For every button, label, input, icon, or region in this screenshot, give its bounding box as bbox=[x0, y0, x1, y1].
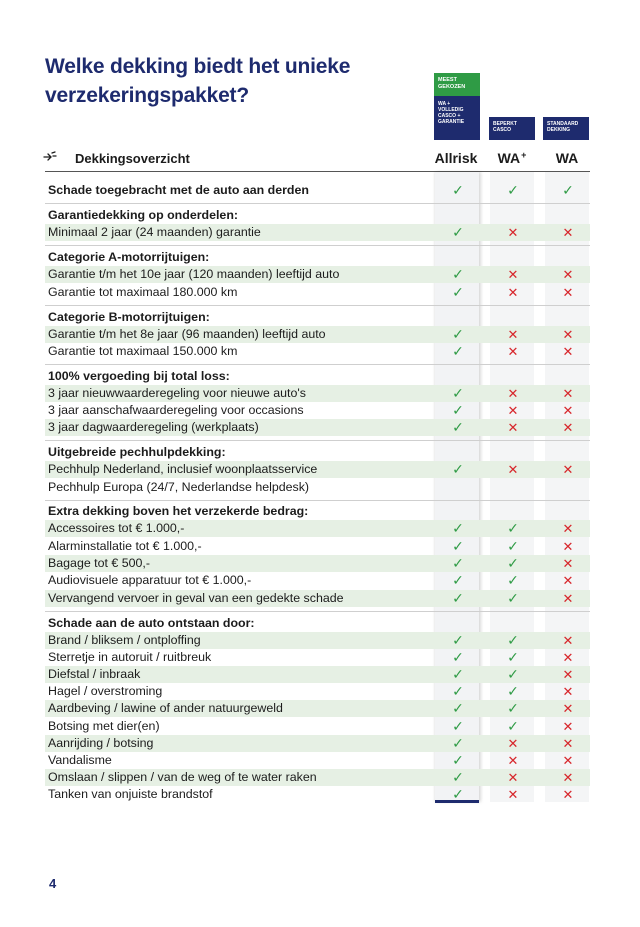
coverage-row bbox=[45, 735, 590, 752]
coverage-row bbox=[45, 632, 590, 649]
coverage-row bbox=[45, 419, 590, 436]
check-icon: ✓ bbox=[452, 520, 464, 536]
check-icon: ✓ bbox=[452, 555, 464, 571]
row-label: Bagage tot € 500,- bbox=[48, 556, 150, 570]
row-label: Omslaan / slippen / van de weg of te water raken bbox=[48, 770, 317, 784]
cross-icon: ✕ bbox=[507, 462, 519, 477]
cross-icon: ✕ bbox=[507, 770, 519, 785]
coverage-row bbox=[45, 461, 590, 478]
most-chosen-badge: MEEST GEKOZEN bbox=[434, 73, 480, 96]
cross-icon: ✕ bbox=[507, 753, 519, 768]
cross-icon: ✕ bbox=[562, 462, 574, 477]
cross-icon: ✕ bbox=[562, 787, 574, 802]
cross-icon: ✕ bbox=[562, 667, 574, 682]
cross-icon: ✕ bbox=[507, 225, 519, 240]
cross-icon: ✕ bbox=[562, 285, 574, 300]
section-row bbox=[45, 309, 590, 326]
page-title bbox=[45, 52, 385, 110]
cross-icon: ✕ bbox=[562, 753, 574, 768]
row-label: Garantie tot maximaal 150.000 km bbox=[48, 344, 238, 358]
coverage-row bbox=[45, 266, 590, 283]
row-label: Pechhulp Europa (24/7, Nederlandse helpdesk) bbox=[48, 480, 310, 494]
row-label: Uitgebreide pechhulpdekking: bbox=[48, 445, 226, 459]
overview-pointer-icon bbox=[43, 151, 57, 163]
cross-icon: ✕ bbox=[562, 719, 574, 734]
check-icon: ✓ bbox=[452, 419, 464, 435]
check-icon: ✓ bbox=[452, 402, 464, 418]
coverage-row bbox=[45, 326, 590, 343]
check-icon: ✓ bbox=[452, 343, 464, 359]
coverage-row bbox=[45, 666, 590, 683]
cross-icon: ✕ bbox=[507, 420, 519, 435]
row-label: Vervangend vervoer in geval van een gedekte schade bbox=[48, 591, 344, 605]
cross-icon: ✕ bbox=[562, 770, 574, 785]
check-icon: ✓ bbox=[452, 224, 464, 240]
row-label: 3 jaar aanschafwaarderegeling voor occasions bbox=[48, 403, 304, 417]
row-label: Garantie t/m het 8e jaar (96 maanden) leeftijd auto bbox=[48, 327, 326, 341]
check-icon: ✓ bbox=[452, 590, 464, 606]
cross-icon: ✕ bbox=[507, 787, 519, 802]
section-divider bbox=[45, 500, 590, 501]
coverage-row bbox=[45, 572, 590, 589]
section-divider bbox=[45, 245, 590, 246]
check-icon: ✓ bbox=[452, 572, 464, 588]
cross-icon: ✕ bbox=[562, 521, 574, 536]
cross-icon: ✕ bbox=[562, 420, 574, 435]
check-icon: ✓ bbox=[507, 182, 519, 198]
check-icon: ✓ bbox=[452, 538, 464, 554]
row-label: Tanken van onjuiste brandstof bbox=[48, 787, 213, 801]
row-label: 3 jaar nieuwwaarderegeling voor nieuwe auto's bbox=[48, 386, 306, 400]
section-row bbox=[45, 368, 590, 385]
check-icon: ✓ bbox=[507, 700, 519, 716]
row-label: Garantie t/m het 10e jaar (120 maanden) leeftijd auto bbox=[48, 267, 340, 281]
row-label: Extra dekking boven het verzekerde bedrag: bbox=[48, 504, 309, 518]
section-divider bbox=[45, 305, 590, 306]
cross-icon: ✕ bbox=[562, 701, 574, 716]
check-icon: ✓ bbox=[452, 461, 464, 477]
check-icon: ✓ bbox=[452, 735, 464, 751]
cross-icon: ✕ bbox=[507, 285, 519, 300]
check-icon: ✓ bbox=[452, 649, 464, 665]
cross-icon: ✕ bbox=[507, 327, 519, 342]
check-icon: ✓ bbox=[452, 326, 464, 342]
check-icon: ✓ bbox=[507, 718, 519, 734]
row-label: Hagel / overstroming bbox=[48, 684, 163, 698]
cross-icon: ✕ bbox=[562, 327, 574, 342]
cross-icon: ✕ bbox=[562, 403, 574, 418]
cross-icon: ✕ bbox=[562, 386, 574, 401]
row-label: Aardbeving / lawine of ander natuurgeweld bbox=[48, 701, 283, 715]
coverage-row bbox=[45, 538, 590, 555]
row-label: Schade toegebracht met de auto aan derden bbox=[48, 183, 309, 197]
row-label: Minimaal 2 jaar (24 maanden) garantie bbox=[48, 225, 261, 239]
coverage-row bbox=[45, 786, 590, 803]
check-icon: ✓ bbox=[452, 718, 464, 734]
coverage-row bbox=[45, 752, 590, 769]
cross-icon: ✕ bbox=[562, 225, 574, 240]
coverage-row bbox=[45, 385, 590, 402]
row-label: 100% vergoeding bij total loss: bbox=[48, 369, 230, 383]
column-header-wa-plus: WA+ bbox=[497, 150, 527, 166]
cross-icon: ✕ bbox=[562, 736, 574, 751]
cross-icon: ✕ bbox=[562, 573, 574, 588]
allrisk-coverage-badge: WA + VOLLEDIG CASCO + GARANTIE bbox=[434, 96, 480, 140]
check-icon: ✓ bbox=[452, 786, 464, 802]
coverage-row bbox=[45, 769, 590, 786]
cross-icon: ✕ bbox=[507, 403, 519, 418]
cross-icon: ✕ bbox=[562, 267, 574, 282]
row-label: Aanrijding / botsing bbox=[48, 736, 154, 750]
check-icon: ✓ bbox=[507, 555, 519, 571]
row-label: Alarminstallatie tot € 1.000,- bbox=[48, 539, 202, 553]
coverage-row bbox=[45, 590, 590, 607]
cross-icon: ✕ bbox=[562, 344, 574, 359]
check-icon: ✓ bbox=[452, 666, 464, 682]
coverage-row bbox=[45, 343, 590, 360]
section-row bbox=[45, 444, 590, 461]
check-icon: ✓ bbox=[507, 520, 519, 536]
section-row bbox=[45, 249, 590, 266]
check-icon: ✓ bbox=[452, 700, 464, 716]
coverage-row bbox=[45, 402, 590, 419]
cross-icon: ✕ bbox=[562, 539, 574, 554]
coverage-row bbox=[45, 649, 590, 666]
coverage-row bbox=[45, 683, 590, 700]
column-header-allrisk: Allrisk bbox=[434, 150, 478, 166]
row-label: Garantiedekking op onderdelen: bbox=[48, 208, 239, 222]
coverage-row bbox=[45, 520, 590, 537]
row-label: Categorie B-motorrijtuigen: bbox=[48, 310, 210, 324]
check-icon: ✓ bbox=[452, 683, 464, 699]
coverage-row bbox=[45, 284, 590, 301]
page-title-line-1: Welke dekking biedt het unieke bbox=[45, 55, 351, 78]
section-row bbox=[45, 503, 590, 520]
check-icon: ✓ bbox=[452, 266, 464, 282]
cross-icon: ✕ bbox=[562, 684, 574, 699]
coverage-row bbox=[45, 718, 590, 735]
cross-icon: ✕ bbox=[507, 386, 519, 401]
coverage-row bbox=[45, 555, 590, 572]
check-icon: ✓ bbox=[507, 683, 519, 699]
section-row bbox=[45, 615, 590, 632]
row-label: 3 jaar dagwaarderegeling (werkplaats) bbox=[48, 420, 259, 434]
coverage-overview-label: Dekkingsoverzicht bbox=[75, 151, 190, 166]
section-divider bbox=[45, 203, 590, 204]
check-icon: ✓ bbox=[507, 538, 519, 554]
cross-icon: ✕ bbox=[507, 344, 519, 359]
check-icon: ✓ bbox=[562, 182, 574, 198]
check-icon: ✓ bbox=[507, 590, 519, 606]
row-label: Diefstal / inbraak bbox=[48, 667, 141, 681]
check-icon: ✓ bbox=[507, 632, 519, 648]
coverage-row bbox=[45, 700, 590, 717]
wa-plus-superscript: + bbox=[521, 150, 527, 160]
section-divider bbox=[45, 440, 590, 441]
cross-icon: ✕ bbox=[507, 736, 519, 751]
check-icon: ✓ bbox=[507, 572, 519, 588]
cross-icon: ✕ bbox=[562, 650, 574, 665]
check-icon: ✓ bbox=[452, 769, 464, 785]
check-icon: ✓ bbox=[452, 182, 464, 198]
row-label: Categorie A-motorrijtuigen: bbox=[48, 250, 210, 264]
check-icon: ✓ bbox=[507, 649, 519, 665]
page-title-line-2: verzekeringspakket? bbox=[45, 84, 249, 107]
section-divider bbox=[45, 611, 590, 612]
wa-plus-coverage-badge: BEPERKT CASCO bbox=[489, 117, 535, 140]
check-icon: ✓ bbox=[452, 752, 464, 768]
coverage-row bbox=[45, 224, 590, 241]
check-icon: ✓ bbox=[452, 284, 464, 300]
check-icon: ✓ bbox=[507, 666, 519, 682]
row-label: Schade aan de auto ontstaan door: bbox=[48, 616, 255, 630]
row-label: Garantie tot maximaal 180.000 km bbox=[48, 285, 238, 299]
section-row bbox=[45, 182, 590, 199]
row-label: Accessoires tot € 1.000,- bbox=[48, 521, 185, 535]
column-header-wa: WA bbox=[555, 150, 579, 166]
page-number: 4 bbox=[49, 876, 57, 891]
row-label: Pechhulp Nederland, inclusief woonplaatsservice bbox=[48, 462, 318, 476]
row-label: Brand / bliksem / ontploffing bbox=[48, 633, 201, 647]
row-label: Sterretje in autoruit / ruitbreuk bbox=[48, 650, 212, 664]
coverage-row bbox=[45, 479, 590, 496]
wa-coverage-badge: STANDAARD DEKKING bbox=[543, 117, 589, 140]
section-divider bbox=[45, 364, 590, 365]
row-label: Botsing met dier(en) bbox=[48, 719, 160, 733]
check-icon: ✓ bbox=[452, 385, 464, 401]
section-row bbox=[45, 207, 590, 224]
row-label: Vandalisme bbox=[48, 753, 112, 767]
cross-icon: ✕ bbox=[507, 267, 519, 282]
cross-icon: ✕ bbox=[562, 633, 574, 648]
cross-icon: ✕ bbox=[562, 556, 574, 571]
row-label: Audiovisuele apparatuur tot € 1.000,- bbox=[48, 573, 252, 587]
cross-icon: ✕ bbox=[562, 591, 574, 606]
check-icon: ✓ bbox=[452, 632, 464, 648]
